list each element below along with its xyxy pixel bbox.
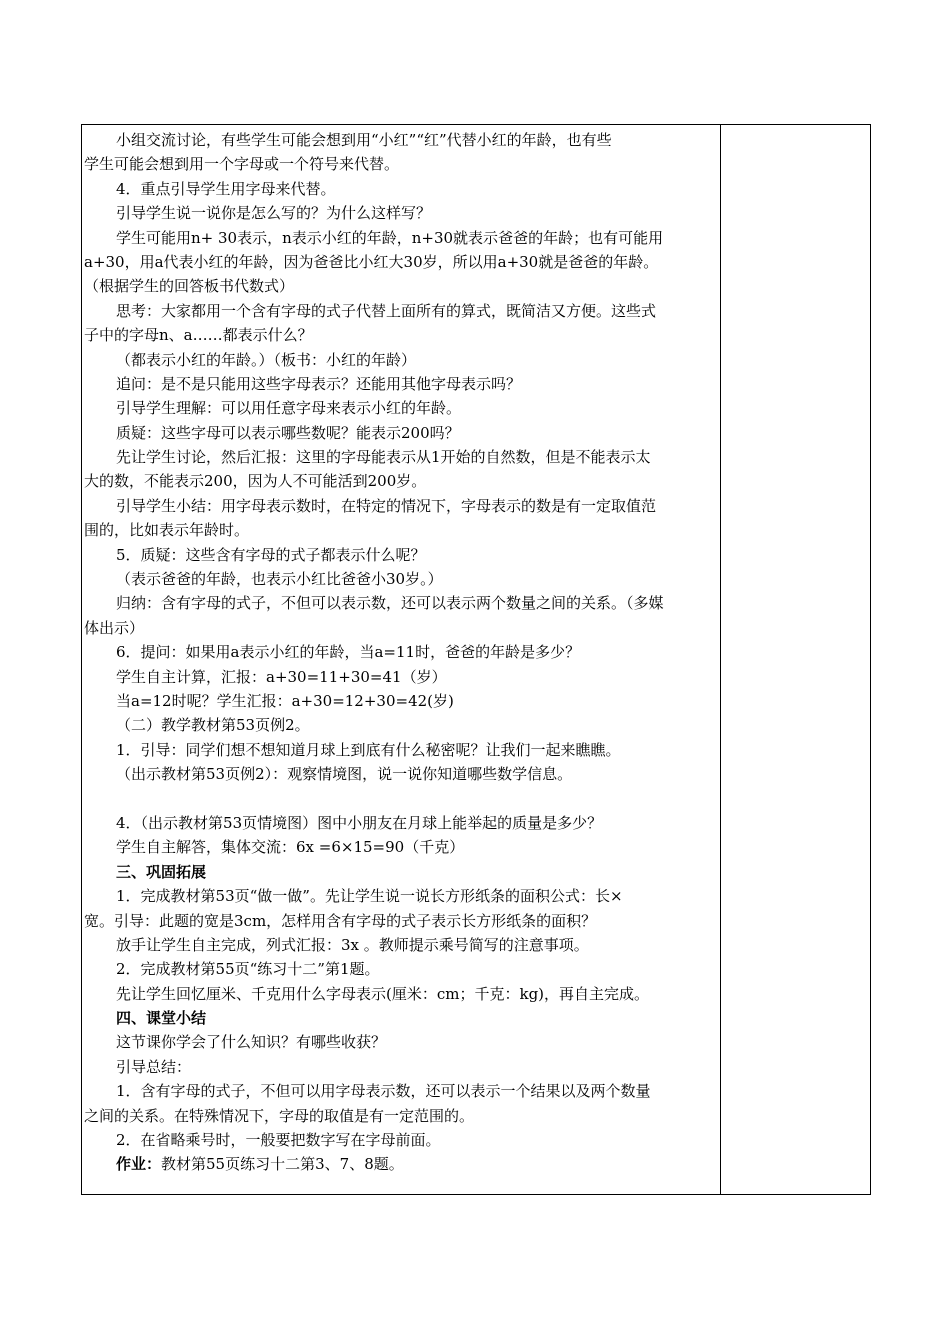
text-line: 6．提问：如果用a表示小红的年龄，当a=11时，爸爸的年龄是多少？ xyxy=(116,643,581,662)
text-line: 宽。引导：此题的宽是3cm，怎样用含有字母的式子表示长方形纸条的面积？ xyxy=(84,911,597,930)
section-heading: 三、巩固拓展 xyxy=(116,862,207,881)
text-line: 学生可能会想到用一个字母或一个符号来代替。 xyxy=(84,155,400,174)
text-line: （二）教学教材第53页例2。 xyxy=(116,716,310,735)
text-line: 5．质疑：这些含有字母的式子都表示什么呢？ xyxy=(116,545,426,564)
text-line: 引导学生说一说你是怎么写的？为什么这样写？ xyxy=(116,204,432,223)
text-line: 放手让学生自主完成，列式汇报：3x 。教师提示乘号简写的注意事项。 xyxy=(116,935,589,954)
text-line: 1．含有字母的式子，不但可以用字母表示数，还可以表示一个结果以及两个数量 xyxy=(116,1082,651,1101)
text-line: 引导学生小结：用字母表示数时，在特定的情况下，字母表示的数是有一定取值范 xyxy=(116,496,657,515)
column-divider xyxy=(720,125,721,1194)
text-line: 2．在省略乘号时，一般要把数字写在字母前面。 xyxy=(116,1131,441,1150)
text-line: 追问：是不是只能用这些字母表示？还能用其他字母表示吗？ xyxy=(116,374,522,393)
text-line: 质疑：这些字母可以表示哪些数呢？能表示200吗？ xyxy=(116,423,460,442)
text-line: 子中的字母n、a……都表示什么？ xyxy=(84,326,313,345)
text-line: 4．（出示教材第53页情境图）图中小朋友在月球上能举起的质量是多少？ xyxy=(116,813,603,832)
text-line: 4．重点引导学生用字母来代替。 xyxy=(116,179,336,198)
homework-label: 作业： xyxy=(116,1155,162,1174)
text-line: 小组交流讨论，有些学生可能会想到用“小红”“红”代替小红的年龄，也有些 xyxy=(116,131,612,149)
text-line: a+30，用a代表小红的年龄，因为爸爸比小红大30岁，所以用a+30就是爸爸的年龄。 xyxy=(84,252,659,271)
text-line: 先让学生回忆厘米、千克用什么字母表示(厘米：cm；千克：kg)，再自主完成。 xyxy=(116,984,650,1003)
text-line: （都表示小红的年龄。）（板书：小红的年龄） xyxy=(116,350,417,369)
text-line: 围的，比如表示年龄时。 xyxy=(84,521,250,540)
lesson-content xyxy=(84,128,716,1177)
text-line: （根据学生的回答板书代数式） xyxy=(84,277,295,296)
text-line: 引导学生理解：可以用任意字母来表示小红的年龄。 xyxy=(116,399,462,418)
text-line: 2．完成教材第55页“练习十二”第1题。 xyxy=(116,960,380,979)
text-line: 学生自主解答，集体交流：6x =6×15=90（千克） xyxy=(116,838,465,857)
text-line: 1．完成教材第53页“做一做”。先让学生说一说长方形纸条的面积公式：长× xyxy=(116,887,623,906)
text-line: 引导总结： xyxy=(116,1057,192,1076)
text-line: 大的数，不能表示200，因为人不可能活到200岁。 xyxy=(84,472,427,491)
text-line: （出示教材第53页例2）：观察情境图，说一说你知道哪些数学信息。 xyxy=(116,765,573,784)
text-line: 之间的关系。在特殊情况下，字母的取值是有一定范围的。 xyxy=(84,1106,475,1125)
text-line: 学生自主计算，汇报：a+30=11+30=41（岁） xyxy=(116,667,447,686)
text-line: 1．引导：同学们想不想知道月球上到底有什么秘密呢？让我们一起来瞧瞧。 xyxy=(116,740,621,759)
blank-line xyxy=(116,787,716,811)
lesson-table xyxy=(81,124,871,1195)
text-line: 归纳：含有字母的式子，不但可以表示数，还可以表示两个数量之间的关系。（多媒 xyxy=(116,594,664,613)
text-line: 学生可能用n+ 30表示，n表示小红的年龄，n+30就表示爸爸的年龄；也有可能用 xyxy=(116,228,664,247)
text-line: 体出示） xyxy=(84,618,145,637)
section-heading: 四、课堂小结 xyxy=(116,1009,207,1028)
text-line: 思考：大家都用一个含有字母的式子代替上面所有的算式，既简洁又方便。这些式 xyxy=(116,301,657,320)
homework-text: 教材第55页练习十二第3、7、8题。 xyxy=(161,1155,404,1174)
homework-line xyxy=(116,1152,716,1176)
notes-cell xyxy=(722,125,870,1194)
text-line: 当a=12时呢？学生汇报：a+30=12+30=42(岁) xyxy=(116,691,454,710)
text-line: 先让学生讨论，然后汇报：这里的字母能表示从1开始的自然数，但是不能表示太 xyxy=(116,448,651,467)
text-line: 这节课你学会了什么知识？有哪些收获？ xyxy=(116,1033,387,1052)
text-line: （表示爸爸的年龄，也表示小红比爸爸小30岁。） xyxy=(116,570,443,589)
